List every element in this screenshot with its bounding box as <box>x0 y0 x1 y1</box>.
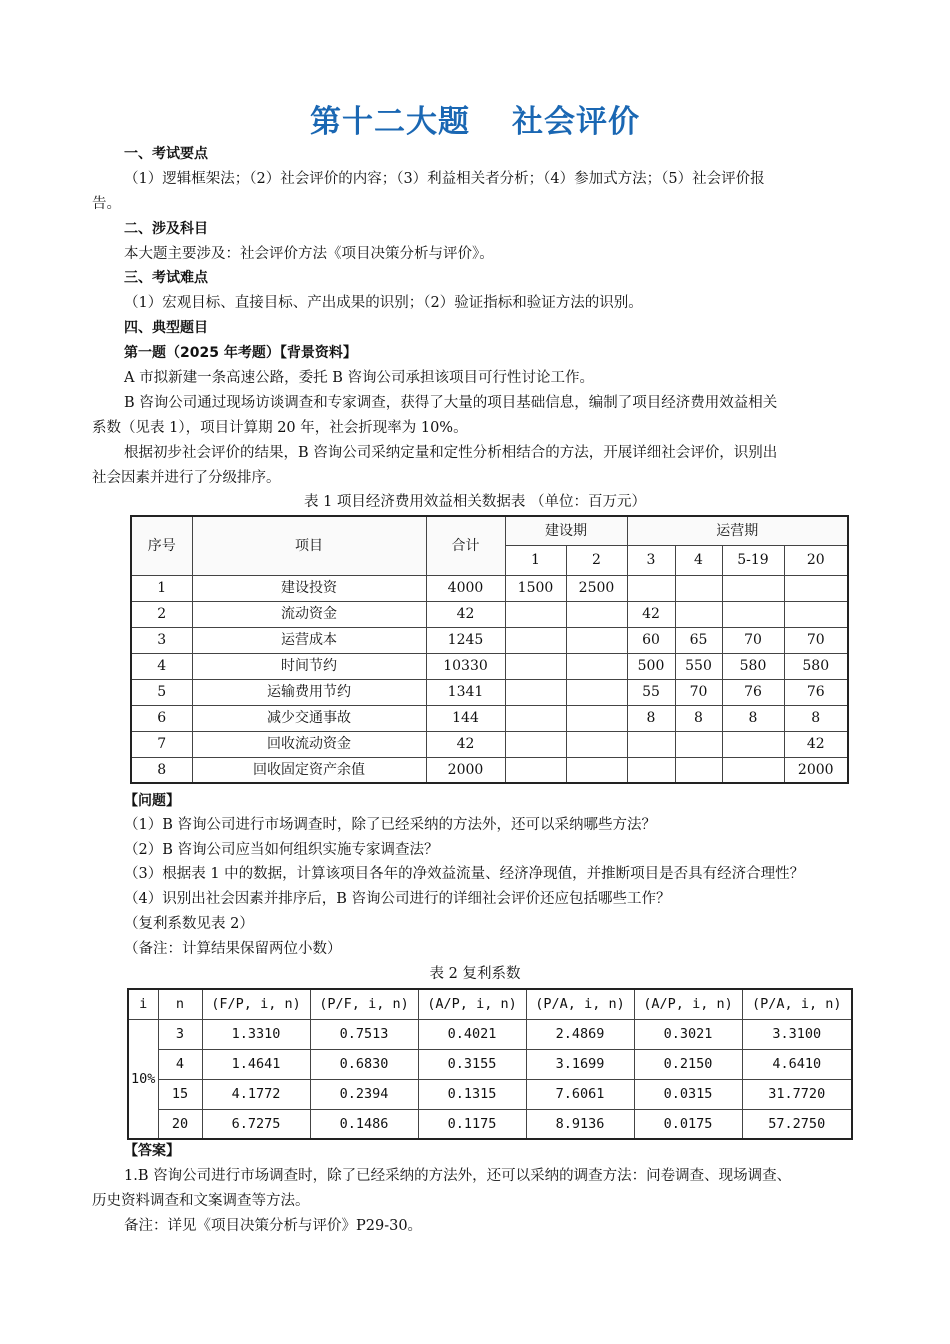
table2-header-factor: (P/F, i, n) <box>310 989 418 1019</box>
table-cell: 31.7720 <box>742 1079 852 1109</box>
table-cell: 6 <box>131 705 192 731</box>
table-cell: 0.4021 <box>418 1019 526 1049</box>
table-cell <box>675 757 722 783</box>
table-cell: 4.6410 <box>742 1049 852 1079</box>
table-cell: 8 <box>784 705 848 731</box>
table-cell <box>505 627 566 653</box>
table-cell: 76 <box>784 679 848 705</box>
note-compound-table: （复利系数见表 2） <box>124 916 254 932</box>
table1-header-year: 3 <box>627 545 675 575</box>
table-cell: 2500 <box>566 575 627 601</box>
table-cell: 1.4641 <box>202 1049 310 1079</box>
table-cell <box>675 601 722 627</box>
table-cell: 70 <box>675 679 722 705</box>
section-2-text: 本大题主要涉及：社会评价方法《项目决策分析与评价》。 <box>124 246 494 262</box>
table-cell: 1 <box>131 575 192 601</box>
answer-heading: 【答案】 <box>124 1143 180 1159</box>
table-cell <box>627 575 675 601</box>
table-cell: 2000 <box>784 757 848 783</box>
table-cell <box>675 731 722 757</box>
background-paragraph-1: A 市拟新建一条高速公路，委托 B 咨询公司承担该项目可行性讨论工作。 <box>124 370 594 386</box>
table2-header-factor: (A/P, i, n) <box>418 989 526 1019</box>
table-row <box>131 575 848 601</box>
table-cell <box>627 757 675 783</box>
table-cell: 2 <box>131 601 192 627</box>
question-4: （4）识别出社会因素并排序后，B 咨询公司进行的详细社会评价还应包括哪些工作？ <box>124 891 671 907</box>
table-cell <box>505 757 566 783</box>
section-1-heading: 一、考试要点 <box>124 146 208 162</box>
table-cell: 0.7513 <box>310 1019 418 1049</box>
table-cell <box>566 653 627 679</box>
questions-heading: 【问题】 <box>124 793 180 809</box>
table-row <box>128 1109 852 1139</box>
table-cell: 42 <box>426 731 505 757</box>
table-cell: 4.1772 <box>202 1079 310 1109</box>
table-cell: 8.9136 <box>526 1109 634 1139</box>
note-decimal-places: （备注：计算结果保留两位小数） <box>124 941 342 957</box>
table-cell: 15 <box>158 1079 202 1109</box>
table-cell: 580 <box>784 653 848 679</box>
table-cell: 运输费用节约 <box>192 679 426 705</box>
table-cell <box>566 705 627 731</box>
table-cell: 3 <box>158 1019 202 1049</box>
page-title <box>0 96 950 141</box>
table1-header-year: 2 <box>566 545 627 575</box>
table2-header-factor: (F/P, i, n) <box>202 989 310 1019</box>
table1-header-year: 20 <box>784 545 848 575</box>
table-cell: 55 <box>627 679 675 705</box>
table2-header-n: n <box>158 989 202 1019</box>
table-cell: 42 <box>784 731 848 757</box>
answer-1-line1: 1.B 咨询公司进行市场调查时，除了已经采纳的方法外，还可以采纳的调查方法：问卷调查、现场调查、 <box>124 1168 792 1184</box>
table-cell <box>566 731 627 757</box>
table-row <box>131 627 848 653</box>
table-cell: 回收固定资产余值 <box>192 757 426 783</box>
question-heading: 第一题（2025 年考题）【背景资料】 <box>124 345 357 361</box>
background-paragraph-3-line1: 根据初步社会评价的结果，B 咨询公司采纳定量和定性分析相结合的方法，开展详细社会评价，识别出 <box>124 445 778 461</box>
section-4-heading: 四、典型题目 <box>124 320 208 336</box>
table-cell <box>722 731 784 757</box>
background-paragraph-3-line2: 社会因素并进行了分级排序。 <box>92 470 281 486</box>
table2-caption: 表 2 复利系数 <box>429 966 521 982</box>
table-cell <box>722 601 784 627</box>
table-cell <box>505 601 566 627</box>
table-cell: 减少交通事故 <box>192 705 426 731</box>
table-cell: 580 <box>722 653 784 679</box>
table1-header-operation: 运营期 <box>627 516 848 545</box>
table-cell: 0.6830 <box>310 1049 418 1079</box>
table-cell: 8 <box>722 705 784 731</box>
table-cell <box>566 601 627 627</box>
section-3-heading: 三、考试难点 <box>124 270 208 286</box>
table-cell: 3.1699 <box>526 1049 634 1079</box>
table2-header-i: i <box>128 989 158 1019</box>
question-1: （1）B 咨询公司进行市场调查时，除了已经采纳的方法外，还可以采纳哪些方法？ <box>124 817 656 833</box>
table2-header-factor: (P/A, i, n) <box>526 989 634 1019</box>
table-cell: 20 <box>158 1109 202 1139</box>
question-2: （2）B 咨询公司应当如何组织实施专家调查法？ <box>124 842 439 858</box>
table-cell: 10330 <box>426 653 505 679</box>
table-row <box>128 1079 852 1109</box>
table-row <box>131 731 848 757</box>
table-cell: 57.2750 <box>742 1109 852 1139</box>
table-cell: 1.3310 <box>202 1019 310 1049</box>
table-cell: 65 <box>675 627 722 653</box>
table-cell <box>566 757 627 783</box>
table-cell: 0.1315 <box>418 1079 526 1109</box>
table-cell: 1500 <box>505 575 566 601</box>
table-cell <box>505 679 566 705</box>
background-paragraph-2-line2: 系数（见表 1），项目计算期 20 年，社会折现率为 10%。 <box>92 420 468 436</box>
background-paragraph-2-line1: B 咨询公司通过现场访谈调查和专家调查，获得了大量的项目基础信息，编制了项目经济费用效益相关 <box>124 395 778 411</box>
table-cell: 2000 <box>426 757 505 783</box>
table-cell: 0.2394 <box>310 1079 418 1109</box>
table2-compound-factors <box>127 988 853 1140</box>
table-cell: 7 <box>131 731 192 757</box>
table2-header-factor: (A/P, i, n) <box>634 989 742 1019</box>
table-cell <box>675 575 722 601</box>
table-cell: 流动资金 <box>192 601 426 627</box>
table2-header-factor: (P/A, i, n) <box>742 989 852 1019</box>
table-cell: 5 <box>131 679 192 705</box>
table-cell: 8 <box>675 705 722 731</box>
answer-1-note: 备注：详见《项目决策分析与评价》P29-30。 <box>124 1218 423 1234</box>
table-cell: 8 <box>131 757 192 783</box>
table-cell <box>505 731 566 757</box>
table-row <box>131 601 848 627</box>
table-cell: 1245 <box>426 627 505 653</box>
table-cell: 8 <box>627 705 675 731</box>
table-cell: 0.1175 <box>418 1109 526 1139</box>
table-cell: 70 <box>784 627 848 653</box>
table-cell: 42 <box>426 601 505 627</box>
table1-header-construction: 建设期 <box>505 516 627 545</box>
table-cell: 0.3021 <box>634 1019 742 1049</box>
table1-header-item: 项目 <box>192 516 426 575</box>
table-cell: 3 <box>131 627 192 653</box>
table-cell <box>784 575 848 601</box>
table-cell: 1341 <box>426 679 505 705</box>
table2-rate: 10% <box>128 1019 158 1139</box>
table-cell: 运营成本 <box>192 627 426 653</box>
table-row <box>128 1019 852 1049</box>
table-cell: 0.0175 <box>634 1109 742 1139</box>
table-cell: 42 <box>627 601 675 627</box>
table-cell: 70 <box>722 627 784 653</box>
section-2-heading: 二、涉及科目 <box>124 221 208 237</box>
table-row <box>131 679 848 705</box>
table-cell: 60 <box>627 627 675 653</box>
table-cell <box>722 575 784 601</box>
table-row <box>131 705 848 731</box>
table-cell: 4000 <box>426 575 505 601</box>
question-3: （3）根据表 1 中的数据，计算该项目各年的净效益流量、经济净现值，并推断项目是否具有经济合理性？ <box>124 866 805 882</box>
table1-header-year: 5-19 <box>722 545 784 575</box>
table-row <box>131 653 848 679</box>
table-cell <box>722 757 784 783</box>
table-cell <box>627 731 675 757</box>
table1-caption: 表 1 项目经济费用效益相关数据表 （单位：百万元） <box>303 494 647 510</box>
table-cell: 3.3100 <box>742 1019 852 1049</box>
table1-header-year: 1 <box>505 545 566 575</box>
table-cell: 回收流动资金 <box>192 731 426 757</box>
table-cell <box>784 601 848 627</box>
table-cell: 500 <box>627 653 675 679</box>
table-cell <box>505 653 566 679</box>
table-cell: 0.0315 <box>634 1079 742 1109</box>
table-cell <box>505 705 566 731</box>
table1-header-year: 4 <box>675 545 722 575</box>
table1-header-no: 序号 <box>131 516 192 575</box>
section-1-text-line1: （1）逻辑框架法；（2）社会评价的内容；（3）利益相关者分析；（4）参加式方法；（5）社会评价报 <box>124 171 765 187</box>
table1-header-total: 合计 <box>426 516 505 575</box>
table-cell: 2.4869 <box>526 1019 634 1049</box>
table-cell: 0.1486 <box>310 1109 418 1139</box>
answer-1-line2: 历史资料调查和文案调查等方法。 <box>92 1193 310 1209</box>
table-cell: 550 <box>675 653 722 679</box>
table1-economic-data <box>130 515 849 784</box>
table-cell: 时间节约 <box>192 653 426 679</box>
table-row <box>128 1049 852 1079</box>
table-cell: 7.6061 <box>526 1079 634 1109</box>
table-row <box>131 757 848 783</box>
table-cell: 6.7275 <box>202 1109 310 1139</box>
table-cell: 144 <box>426 705 505 731</box>
section-3-text: （1）宏观目标、直接目标、产出成果的识别；（2）验证指标和验证方法的识别。 <box>124 295 643 311</box>
table-cell: 76 <box>722 679 784 705</box>
table-cell: 4 <box>158 1049 202 1079</box>
section-1-text-line2: 告。 <box>92 196 121 212</box>
table-cell <box>566 627 627 653</box>
table-cell: 建设投资 <box>192 575 426 601</box>
table-cell: 4 <box>131 653 192 679</box>
table-cell <box>566 679 627 705</box>
table-cell: 0.3155 <box>418 1049 526 1079</box>
table-cell: 0.2150 <box>634 1049 742 1079</box>
title-main: 第十二大题 <box>310 104 470 140</box>
title-sub: 社会评价 <box>512 104 640 140</box>
